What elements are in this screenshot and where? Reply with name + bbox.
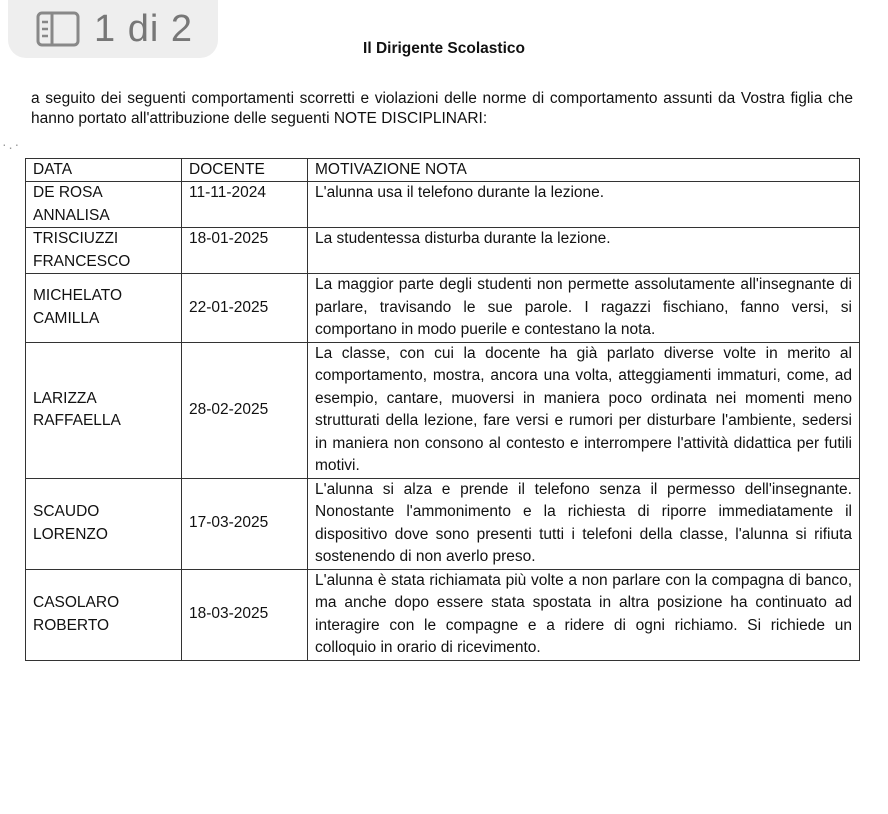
cell-reason: La maggior parte degli studenti non permette assolutamente all'insegnante di parlare, travisando le sue parole. I ragazzi fischiano, fanno versi, si comportano in modo puerile e contestano la nota. [308,274,860,343]
table-row [26,228,860,274]
table-row [26,569,860,660]
table-row [26,478,860,569]
table-header-row [26,159,860,182]
cell-name: TRISCIUZZI FRANCESCO [26,228,182,274]
cell-date: 17-03-2025 [182,478,308,569]
header-data: DATA [26,159,182,182]
header-docente: DOCENTE [182,159,308,182]
cell-date: 18-01-2025 [182,228,308,274]
table-row [26,274,860,343]
cell-reason: La classe, con cui la docente ha già parlato diverse volte in merito al comportamento, mostra, ancora una volta, atteggiamenti immaturi, come, ad esempio, cantare, muoversi in maniera poco ordinata nei momenti meno strutturati della lezione, fare versi e rumori per disturbare l'ambiente, sedersi in maniera non consono al contesto e interrompere l'attività didattica per futili motivi. [308,342,860,478]
cell-reason: L'alunna si alza e prende il telefono senza il permesso dell'insegnante. Nonostante l'ammonimento e la richiesta di riporre immediatamente il dispositivo dove sono presenti tutti i telefoni della classe, l'alunna si rifiuta sostenendo di non averlo preso. [308,478,860,569]
cell-name: CASOLARO ROBERTO [26,569,182,660]
table-row [26,342,860,478]
cell-name: LARIZZA RAFFAELLA [26,342,182,478]
cell-reason: L'alunna è stata richiamata più volte a non parlare con la compagna di banco, ma anche dopo essere stata spostata in altra posizione ha continuato ad interagire con le compagne e a ridere di ogni richiamo. Si richiede un colloquio in orario di ricevimento. [308,569,860,660]
cell-date: 11-11-2024 [182,182,308,228]
disciplinary-notes-table [25,158,860,661]
intro-paragraph: a seguito dei seguenti comportamenti scorretti e violazioni delle norme di comportamento assunti da Vostra figlia che hanno portato all'attribuzione delle seguenti NOTE DISCIPLINARI: [31,90,853,127]
page-indicator-text: 1 di 2 [94,7,193,50]
table-row [26,182,860,228]
cell-date: 18-03-2025 [182,569,308,660]
cell-date: 28-02-2025 [182,342,308,478]
header-motivazione: MOTIVAZIONE NOTA [308,159,860,182]
document-title: Il Dirigente Scolastico [363,40,525,57]
cell-reason: La studentessa disturba durante la lezione. [308,228,860,274]
cell-date: 22-01-2025 [182,274,308,343]
cell-name: SCAUDO LORENZO [26,478,182,569]
cell-name: MICHELATO CAMILLA [26,274,182,343]
cell-reason: L'alunna usa il telefono durante la lezione. [308,182,860,228]
selection-dots: ·.· [2,136,22,152]
cell-name: DE ROSA ANNALISA [26,182,182,228]
